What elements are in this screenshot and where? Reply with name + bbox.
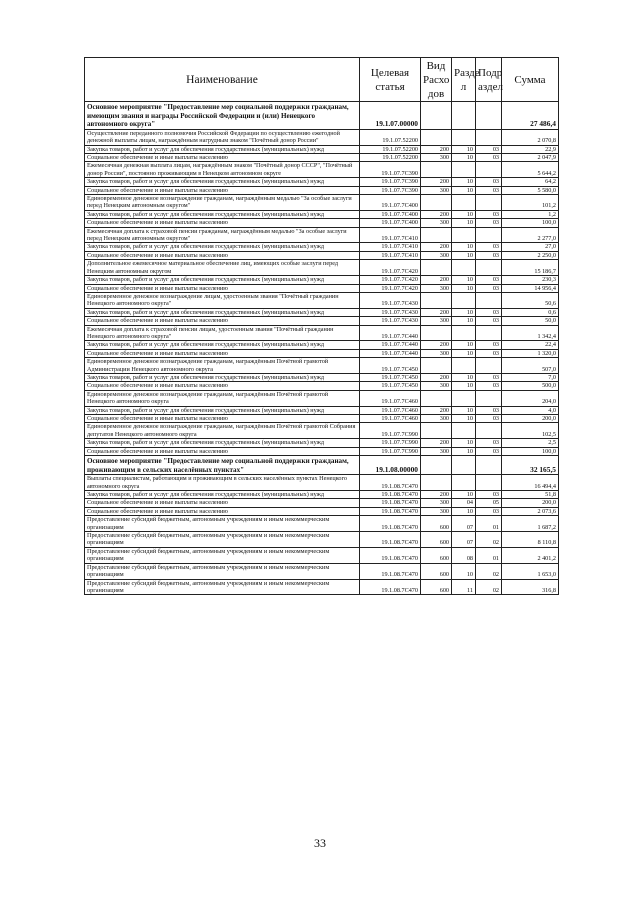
row-section [452,358,476,374]
table-row [85,284,559,292]
row-target-article: 19.1.07.7С990 [360,423,421,439]
table-row [85,154,559,162]
row-target-article: 19.1.07.7С410 [360,243,421,251]
row-section [452,325,476,341]
row-section: 04 [452,499,476,507]
row-target-article: 19.1.07.00000 [360,102,421,130]
row-name: Социальное обеспечение и иные выплаты населению [85,251,360,259]
row-name: Социальное обеспечение и иные выплаты населению [85,382,360,390]
row-name: Предоставление субсидий бюджетным, автономным учреждениям и иным некоммерческим организациям [85,516,360,532]
row-amount: 27 486,4 [502,102,559,130]
row-name: Ежемесячная доплата к страховой пенсии гражданам, награждённым медалью "За особые заслуги перед Ненецким автономным округом" [85,227,360,243]
row-name: Социальное обеспечение и иные выплаты населению [85,186,360,194]
row-target-article: 19.1.07.7С450 [360,358,421,374]
row-target-article: 19.1.07.7С460 [360,390,421,406]
row-subsection: 03 [476,317,502,325]
table-row [85,162,559,178]
row-subsection: 03 [476,145,502,153]
row-expense-type: 200 [421,308,452,316]
row-name: Социальное обеспечение и иные выплаты населению [85,219,360,227]
row-amount: 2 401,2 [502,547,559,563]
row-subsection [476,456,502,475]
table-row [85,382,559,390]
row-target-article: 19.1.07.7С420 [360,284,421,292]
row-section: 10 [452,447,476,455]
row-expense-type [421,102,452,130]
row-name: Единовременное денежное вознаграждение гражданам, награждённым Почётной грамотой Администрации Ненецкого автономного округа [85,358,360,374]
row-subsection: 03 [476,447,502,455]
row-target-article: 19.1.07.7С990 [360,447,421,455]
row-target-article: 19.1.07.7С390 [360,178,421,186]
row-subsection: 01 [476,547,502,563]
table-row [85,276,559,284]
row-section [452,423,476,439]
row-subsection: 03 [476,341,502,349]
row-section [452,390,476,406]
table-row [85,475,559,491]
row-section: 11 [452,579,476,595]
row-section: 10 [452,341,476,349]
row-expense-type [421,475,452,491]
row-target-article: 19.1.07.52200 [360,145,421,153]
row-expense-type: 300 [421,154,452,162]
row-subsection [476,390,502,406]
row-name: Дополнительное ежемесячное материальное обеспечение лиц, имеющих особые заслуги перед Ненецким автономным округом [85,260,360,276]
row-amount: 101,2 [502,195,559,211]
row-name: Единовременное денежное вознаграждение гражданам, награждённым Почётной грамотой Собрания депутатов Ненецкого автономного округа [85,423,360,439]
row-amount: 32 165,5 [502,456,559,475]
row-subsection: 03 [476,178,502,186]
row-expense-type: 200 [421,406,452,414]
row-subsection [476,227,502,243]
row-name: Закупка товаров, работ и услуг для обеспечения государственных (муниципальных) нужд [85,145,360,153]
row-target-article: 19.1.07.7С440 [360,349,421,357]
row-section: 10 [452,251,476,259]
row-name: Закупка товаров, работ и услуг для обеспечения государственных (муниципальных) нужд [85,439,360,447]
row-section [452,475,476,491]
row-expense-type: 300 [421,251,452,259]
header-section: Разде л [452,58,476,102]
table-row [85,260,559,276]
row-target-article: 19.1.07.7С440 [360,341,421,349]
row-subsection: 02 [476,563,502,579]
row-amount: 2 070,8 [502,129,559,145]
row-target-article: 19.1.07.7С990 [360,439,421,447]
row-amount: 5 644,2 [502,162,559,178]
row-expense-type: 200 [421,243,452,251]
row-amount: 14 956,4 [502,284,559,292]
row-expense-type: 300 [421,415,452,423]
row-subsection: 03 [476,373,502,381]
row-subsection: 02 [476,579,502,595]
row-target-article: 19.1.08.7С470 [360,491,421,499]
row-amount: 507,0 [502,358,559,374]
row-target-article: 19.1.08.7С470 [360,563,421,579]
row-expense-type [421,260,452,276]
table-body [85,102,559,595]
row-target-article: 19.1.08.00000 [360,456,421,475]
row-target-article: 19.1.08.7С470 [360,499,421,507]
row-subsection [476,358,502,374]
row-section: 10 [452,349,476,357]
row-section [452,195,476,211]
row-target-article: 19.1.07.7С430 [360,292,421,308]
row-expense-type: 200 [421,145,452,153]
row-target-article: 19.1.07.7С400 [360,195,421,211]
row-amount: 2 073,6 [502,507,559,515]
row-section: 10 [452,284,476,292]
table-row [85,210,559,218]
row-name: Социальное обеспечение и иные выплаты населению [85,284,360,292]
row-name: Закупка товаров, работ и услуг для обеспечения государственных (муниципальных) нужд [85,276,360,284]
row-target-article: 19.1.07.7С430 [360,317,421,325]
table-row [85,186,559,194]
row-section: 07 [452,532,476,548]
row-target-article: 19.1.07.7С410 [360,251,421,259]
table-row [85,406,559,414]
row-expense-type: 300 [421,507,452,515]
row-subsection: 03 [476,276,502,284]
row-amount: 2 250,0 [502,251,559,259]
row-subsection: 03 [476,507,502,515]
row-section: 10 [452,178,476,186]
row-target-article: 19.1.07.7С450 [360,373,421,381]
table-row-main-activity [85,102,559,130]
table-row [85,423,559,439]
row-subsection [476,325,502,341]
row-section: 10 [452,563,476,579]
row-target-article: 19.1.07.7С440 [360,325,421,341]
row-expense-type [421,358,452,374]
row-amount: 8 110,8 [502,532,559,548]
header-target-article: Целевая статья [360,58,421,102]
row-amount: 50,0 [502,317,559,325]
row-name: Закупка товаров, работ и услуг для обеспечения государственных (муниципальных) нужд [85,341,360,349]
row-name: Социальное обеспечение и иные выплаты населению [85,507,360,515]
row-name: Закупка товаров, работ и услуг для обеспечения государственных (муниципальных) нужд [85,243,360,251]
row-section [452,292,476,308]
row-subsection: 02 [476,532,502,548]
row-subsection: 05 [476,499,502,507]
row-section: 10 [452,210,476,218]
row-amount: 22,9 [502,145,559,153]
row-subsection [476,129,502,145]
table-row [85,227,559,243]
row-expense-type: 600 [421,532,452,548]
row-expense-type: 200 [421,491,452,499]
row-expense-type [421,195,452,211]
row-section: 10 [452,507,476,515]
row-name: Социальное обеспечение и иные выплаты населению [85,499,360,507]
table-row [85,547,559,563]
row-amount: 4,0 [502,406,559,414]
row-expense-type: 200 [421,439,452,447]
row-amount: 1 342,4 [502,325,559,341]
row-name: Выплаты специалистам, работающим и проживающим в сельских населённых пунктах Ненецкого автономного округа [85,475,360,491]
row-name: Единовременное денежное вознаграждение гражданам, награждённым Почётной грамотой Ненецкого автономного округа [85,390,360,406]
row-name: Предоставление субсидий бюджетным, автономным учреждениям и иным некоммерческим организациям [85,579,360,595]
row-target-article: 19.1.07.7С460 [360,415,421,423]
row-target-article: 19.1.07.52200 [360,154,421,162]
row-section [452,260,476,276]
row-subsection [476,195,502,211]
row-amount: 2 277,0 [502,227,559,243]
row-expense-type: 600 [421,563,452,579]
row-section [452,456,476,475]
row-amount: 100,0 [502,447,559,455]
row-amount: 1,2 [502,210,559,218]
row-expense-type: 300 [421,499,452,507]
row-expense-type [421,325,452,341]
row-subsection: 03 [476,219,502,227]
row-expense-type: 300 [421,447,452,455]
row-subsection: 03 [476,415,502,423]
table-row [85,219,559,227]
row-expense-type: 600 [421,547,452,563]
row-expense-type [421,423,452,439]
row-amount: 2 047,9 [502,154,559,162]
row-expense-type [421,456,452,475]
row-target-article: 19.1.07.7С400 [360,210,421,218]
row-amount: 1 320,0 [502,349,559,357]
row-name: Социальное обеспечение и иные выплаты населению [85,349,360,357]
table-row [85,415,559,423]
row-expense-type: 300 [421,349,452,357]
row-name: Закупка товаров, работ и услуг для обеспечения государственных (муниципальных) нужд [85,373,360,381]
table-row [85,145,559,153]
row-expense-type: 600 [421,516,452,532]
row-target-article: 19.1.07.52200 [360,129,421,145]
row-name: Социальное обеспечение и иные выплаты населению [85,154,360,162]
row-subsection: 03 [476,439,502,447]
row-amount: 22,4 [502,341,559,349]
header-expense-type: Вид Расхо дов [421,58,452,102]
table-row [85,516,559,532]
row-subsection [476,260,502,276]
row-amount: 0,6 [502,308,559,316]
row-name: Предоставление субсидий бюджетным, автономным учреждениям и иным некоммерческим организациям [85,532,360,548]
row-name: Единовременное денежное вознаграждение лицам, удостоенным звания "Почётный гражданин Ненецкого автономного округа" [85,292,360,308]
row-section [452,162,476,178]
table-row [85,349,559,357]
row-subsection: 03 [476,284,502,292]
table-row [85,390,559,406]
row-subsection: 03 [476,210,502,218]
row-expense-type: 200 [421,210,452,218]
row-expense-type: 200 [421,178,452,186]
row-expense-type: 300 [421,317,452,325]
table-row [85,308,559,316]
row-subsection: 03 [476,154,502,162]
row-subsection: 03 [476,349,502,357]
table-row [85,499,559,507]
row-section: 10 [452,317,476,325]
row-subsection [476,423,502,439]
header-name: Наименование [85,58,360,102]
row-section [452,102,476,130]
row-target-article: 19.1.07.7С450 [360,382,421,390]
row-target-article: 19.1.08.7С470 [360,507,421,515]
row-target-article: 19.1.07.7С420 [360,260,421,276]
row-amount: 5 580,0 [502,186,559,194]
row-section: 07 [452,516,476,532]
row-section: 08 [452,547,476,563]
row-amount: 7,0 [502,373,559,381]
row-expense-type: 300 [421,186,452,194]
row-name: Единовременное денежное вознаграждение гражданам, награждённым медалью "За особые заслуги перед Ненецким автономным округом" [85,195,360,211]
row-expense-type: 600 [421,579,452,595]
row-section: 10 [452,373,476,381]
row-subsection: 03 [476,382,502,390]
row-amount: 1 687,2 [502,516,559,532]
row-section: 10 [452,219,476,227]
row-name: Осуществление переданного полномочия Российской Федерации по осуществлению ежегодной денежной выплаты лицам, награждённым нагрудным знаком "Почётный донор России" [85,129,360,145]
row-expense-type [421,227,452,243]
row-target-article: 19.1.08.7С470 [360,475,421,491]
row-section: 10 [452,145,476,153]
row-amount: 16 494,4 [502,475,559,491]
row-target-article: 19.1.08.7С470 [360,547,421,563]
row-subsection: 01 [476,516,502,532]
row-section: 10 [452,308,476,316]
table-row [85,251,559,259]
table-header-row [85,58,559,102]
row-section: 10 [452,276,476,284]
row-target-article: 19.1.07.7С390 [360,162,421,178]
table-row [85,325,559,341]
row-section: 10 [452,186,476,194]
row-target-article: 19.1.08.7С470 [360,579,421,595]
table-row [85,358,559,374]
row-name: Предоставление субсидий бюджетным, автономным учреждениям и иным некоммерческим организациям [85,563,360,579]
row-target-article: 19.1.07.7С400 [360,219,421,227]
row-section: 10 [452,406,476,414]
row-subsection [476,102,502,130]
table-row [85,579,559,595]
table-row [85,129,559,145]
row-name: Закупка товаров, работ и услуг для обеспечения государственных (муниципальных) нужд [85,178,360,186]
row-amount: 230,3 [502,276,559,284]
row-section: 10 [452,439,476,447]
row-amount: 102,5 [502,423,559,439]
row-target-article: 19.1.07.7С410 [360,227,421,243]
row-expense-type: 300 [421,382,452,390]
row-amount: 1 653,0 [502,563,559,579]
page-number: 33 [314,836,326,850]
row-name: Основное мероприятие "Предоставление мер социальной поддержки гражданам, проживающим в сельских населённых пунктах" [85,456,360,475]
row-subsection [476,292,502,308]
table-row [85,447,559,455]
row-amount: 15 186,7 [502,260,559,276]
row-amount: 200,0 [502,499,559,507]
table-row [85,195,559,211]
row-amount: 500,0 [502,382,559,390]
row-name: Закупка товаров, работ и услуг для обеспечения государственных (муниципальных) нужд [85,210,360,218]
row-subsection: 03 [476,251,502,259]
table-row [85,178,559,186]
row-name: Основное мероприятие "Предоставление мер социальной поддержки гражданам, имеющим звания и награды Российской Федерации и (или) Ненецкого автономного округа" [85,102,360,130]
budget-table [84,57,559,595]
row-expense-type: 200 [421,373,452,381]
row-expense-type [421,390,452,406]
row-subsection [476,162,502,178]
table-row [85,507,559,515]
row-subsection: 03 [476,491,502,499]
row-expense-type: 200 [421,276,452,284]
row-name: Социальное обеспечение и иные выплаты населению [85,317,360,325]
row-amount: 27,0 [502,243,559,251]
table-row [85,439,559,447]
table-row [85,243,559,251]
row-section [452,129,476,145]
table-row [85,317,559,325]
row-target-article: 19.1.07.7С420 [360,276,421,284]
row-expense-type [421,162,452,178]
row-expense-type: 200 [421,341,452,349]
row-name: Закупка товаров, работ и услуг для обеспечения государственных (муниципальных) нужд [85,308,360,316]
row-subsection: 03 [476,308,502,316]
row-expense-type: 300 [421,284,452,292]
table-row-main-activity [85,456,559,475]
header-subsection: Подр аздел [476,58,502,102]
row-name: Ежемесячная денежная выплата лицам, награждённым знаком "Почётный донор СССР", "Почётный донор России", постоянно проживающим в Ненецком автономном округе [85,162,360,178]
table-row [85,292,559,308]
row-target-article: 19.1.07.7С390 [360,186,421,194]
row-name: Социальное обеспечение и иные выплаты населению [85,415,360,423]
row-amount: 50,6 [502,292,559,308]
row-amount: 200,0 [502,415,559,423]
row-section: 10 [452,491,476,499]
row-amount: 64,2 [502,178,559,186]
row-section [452,227,476,243]
row-name: Закупка товаров, работ и услуг для обеспечения государственных (муниципальных) нужд [85,491,360,499]
row-amount: 204,0 [502,390,559,406]
row-name: Ежемесячная доплата к страховой пенсии лицам, удостоенным звания "Почётный гражданин Ненецкого автономного округа" [85,325,360,341]
row-section: 10 [452,243,476,251]
table-row [85,341,559,349]
row-subsection: 03 [476,406,502,414]
row-name: Предоставление субсидий бюджетным, автономным учреждениям и иным некоммерческим организациям [85,547,360,563]
table-row [85,532,559,548]
row-expense-type: 300 [421,219,452,227]
row-expense-type [421,292,452,308]
row-amount: 100,0 [502,219,559,227]
row-subsection: 03 [476,186,502,194]
row-expense-type [421,129,452,145]
row-target-article: 19.1.08.7С470 [360,532,421,548]
row-target-article: 19.1.07.7С460 [360,406,421,414]
row-section: 10 [452,415,476,423]
row-section: 10 [452,382,476,390]
row-amount: 51,8 [502,491,559,499]
row-name: Закупка товаров, работ и услуг для обеспечения государственных (муниципальных) нужд [85,406,360,414]
row-amount: 316,8 [502,579,559,595]
table-row [85,563,559,579]
row-subsection [476,475,502,491]
header-amount: Сумма [502,58,559,102]
table-row [85,373,559,381]
row-target-article: 19.1.07.7С430 [360,308,421,316]
row-name: Социальное обеспечение и иные выплаты населению [85,447,360,455]
row-subsection: 03 [476,243,502,251]
row-amount: 2,5 [502,439,559,447]
row-section: 10 [452,154,476,162]
row-target-article: 19.1.08.7С470 [360,516,421,532]
table-row [85,491,559,499]
